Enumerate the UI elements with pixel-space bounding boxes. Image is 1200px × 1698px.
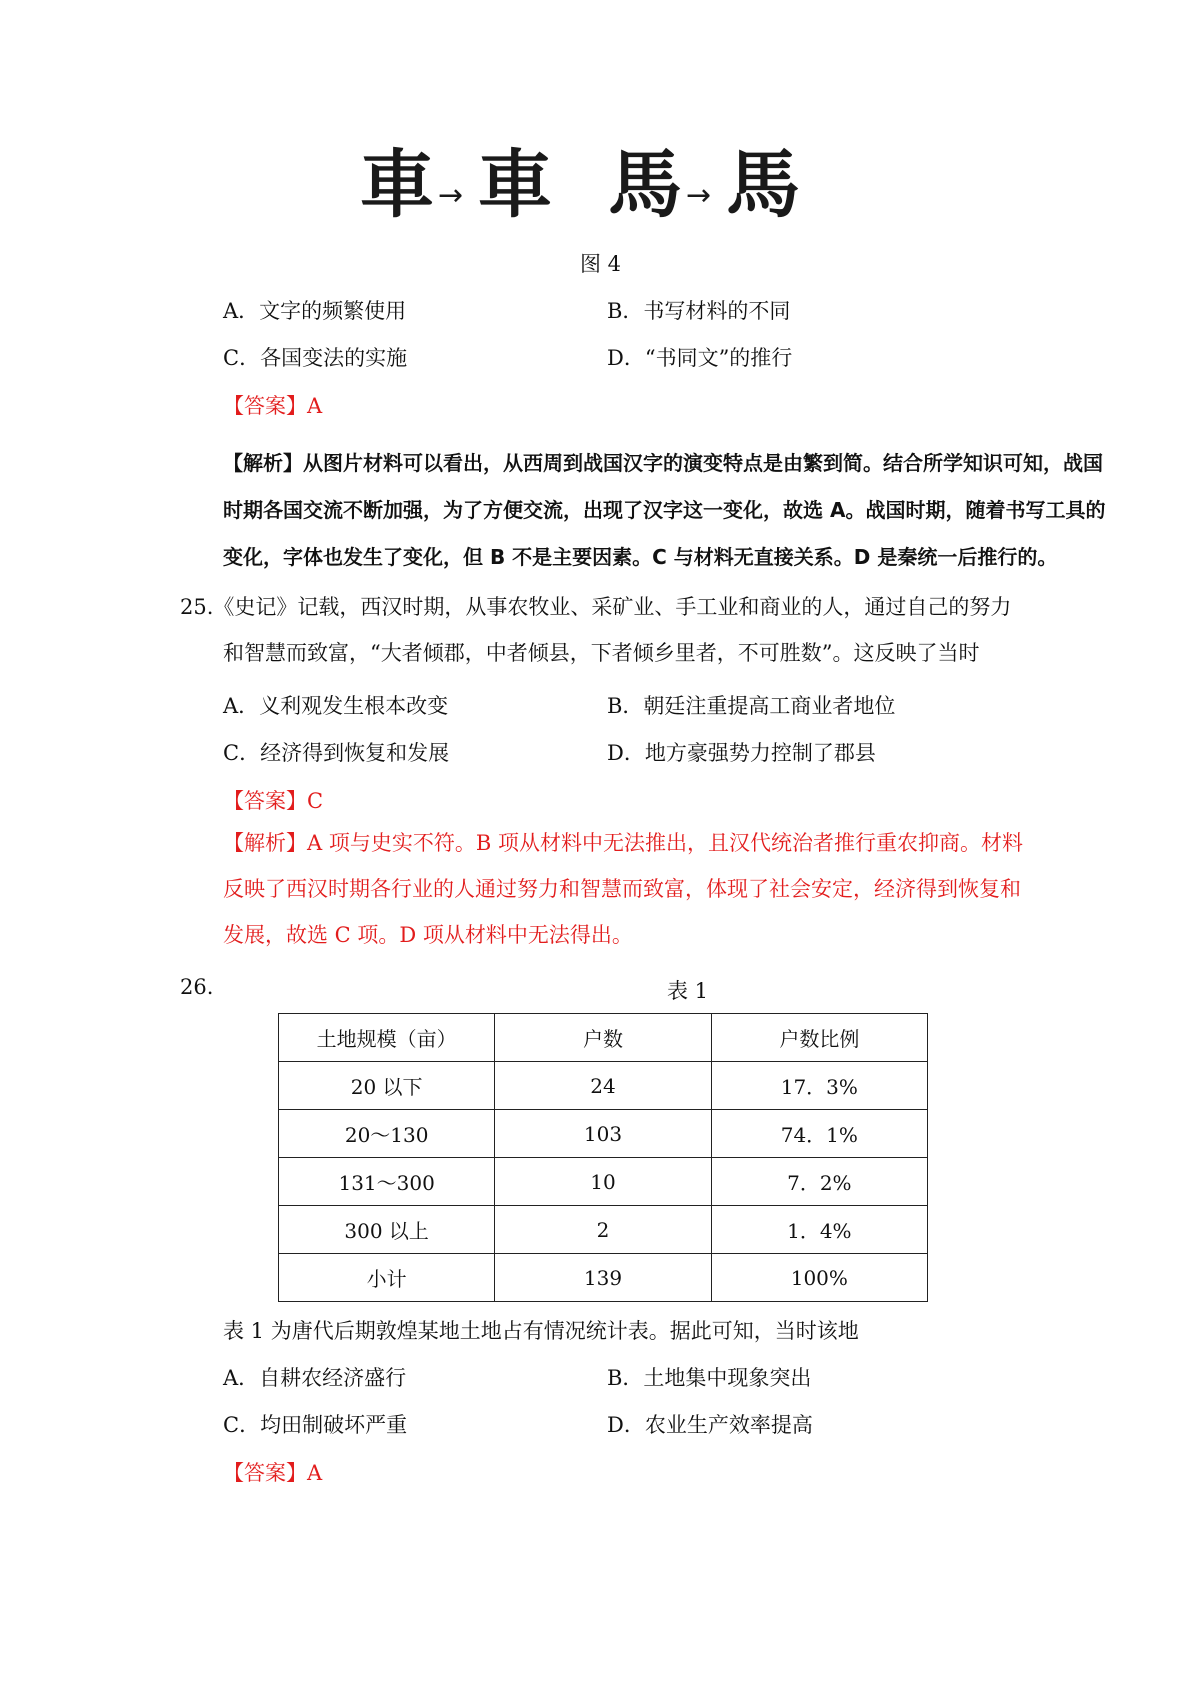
table-cell: 103 <box>495 1110 711 1158</box>
q26-option-a: A．自耕农经济盛行 <box>223 1366 407 1390</box>
q26-option-c: C．均田制破坏严重 <box>223 1413 408 1437</box>
stem-line: 25.《史记》记载，西汉时期，从事农牧业、采矿业、手工业和商业的人，通过自己的努力 <box>180 595 1012 619</box>
analysis-line: 时期各国交流不断加强，为了方便交流，出现了汉字这一变化，故选 A。战国时期，随着书写工具的 <box>223 498 1106 522</box>
analysis-line: 发展，故选 C 项。D 项从材料中无法得出。 <box>223 923 633 947</box>
table-cell: 74．1% <box>711 1110 927 1158</box>
ancient-glyph-che: 車 <box>360 142 434 228</box>
analysis-line: 【解析】A 项与史实不符。B 项从材料中无法推出，且汉代统治者推行重农抑商。材料 <box>223 831 1023 855</box>
table-row <box>279 1158 928 1206</box>
q25-analysis <box>223 820 1023 958</box>
table-cell: 10 <box>495 1158 711 1206</box>
table-cell: 300 以上 <box>279 1206 495 1254</box>
arrow-icon: → <box>438 178 464 213</box>
q26-stem: 表 1 为唐代后期敦煌某地土地占有情况统计表。据此可知，当时该地 <box>223 1319 859 1343</box>
table-cell: 100% <box>711 1254 927 1302</box>
q26-option-b: B．土地集中现象突出 <box>607 1366 812 1390</box>
table-cell: 139 <box>495 1254 711 1302</box>
table-cell: 1．4% <box>711 1206 927 1254</box>
table-cell: 2 <box>495 1206 711 1254</box>
table-cell: 24 <box>495 1062 711 1110</box>
stem-line: 和智慧而致富，“大者倾郡，中者倾县，下者倾乡里者，不可胜数”。这反映了当时 <box>223 641 980 665</box>
table-header-cell: 土地规模（亩） <box>279 1014 495 1062</box>
table-cell: 131～300 <box>279 1158 495 1206</box>
table-row <box>279 1206 928 1254</box>
analysis-line: 【解析】从图片材料可以看出，从西周到战国汉字的演变特点是由繁到简。结合所学知识可知，战国 <box>223 451 1103 475</box>
table-header-cell: 户数 <box>495 1014 711 1062</box>
table-row <box>279 1110 928 1158</box>
table-title: 表 1 <box>667 979 709 1003</box>
q24-analysis <box>223 440 1105 581</box>
q26-option-d: D．农业生产效率提高 <box>607 1413 813 1437</box>
figure-caption: 图 4 <box>580 252 622 276</box>
q24-option-d: D．“书同文”的推行 <box>607 346 793 370</box>
q24-option-a: A．文字的频繁使用 <box>223 299 407 323</box>
table-header-cell: 户数比例 <box>711 1014 927 1062</box>
land-ownership-table <box>278 1013 928 1302</box>
table-cell: 17．3% <box>711 1062 927 1110</box>
analysis-line: 变化，字体也发生了变化，但 B 不是主要因素。C 与材料无直接关系。D 是秦统一后推行的。 <box>223 545 1058 569</box>
modern-glyph-ma: 馬 <box>726 142 800 228</box>
q25-option-a: A．义利观发生根本改变 <box>223 694 449 718</box>
table-row <box>279 1062 928 1110</box>
modern-glyph-che: 車 <box>478 142 552 228</box>
q25-option-b: B．朝廷注重提高工商业者地位 <box>607 694 896 718</box>
q25-stem <box>180 584 1011 676</box>
ancient-glyph-ma: 馬 <box>608 142 682 228</box>
table-cell: 7．2% <box>711 1158 927 1206</box>
q26-answer: 【答案】A <box>223 1461 323 1485</box>
q25-option-d: D．地方豪强势力控制了郡县 <box>607 741 876 765</box>
q25-option-c: C．经济得到恢复和发展 <box>223 741 450 765</box>
figure-4 <box>360 138 830 248</box>
table-cell: 20 以下 <box>279 1062 495 1110</box>
table-row-total <box>279 1254 928 1302</box>
q24-answer: 【答案】A <box>223 394 323 418</box>
q24-option-c: C．各国变法的实施 <box>223 346 408 370</box>
q26-number: 26. <box>180 975 214 999</box>
arrow-icon: → <box>686 178 712 213</box>
table-header-row <box>279 1014 928 1062</box>
analysis-line: 反映了西汉时期各行业的人通过努力和智慧而致富，体现了社会安定，经济得到恢复和 <box>223 877 1021 901</box>
table-cell: 20～130 <box>279 1110 495 1158</box>
q24-option-b: B．书写材料的不同 <box>607 299 791 323</box>
q25-answer: 【答案】C <box>223 789 324 813</box>
table-cell: 小计 <box>279 1254 495 1302</box>
